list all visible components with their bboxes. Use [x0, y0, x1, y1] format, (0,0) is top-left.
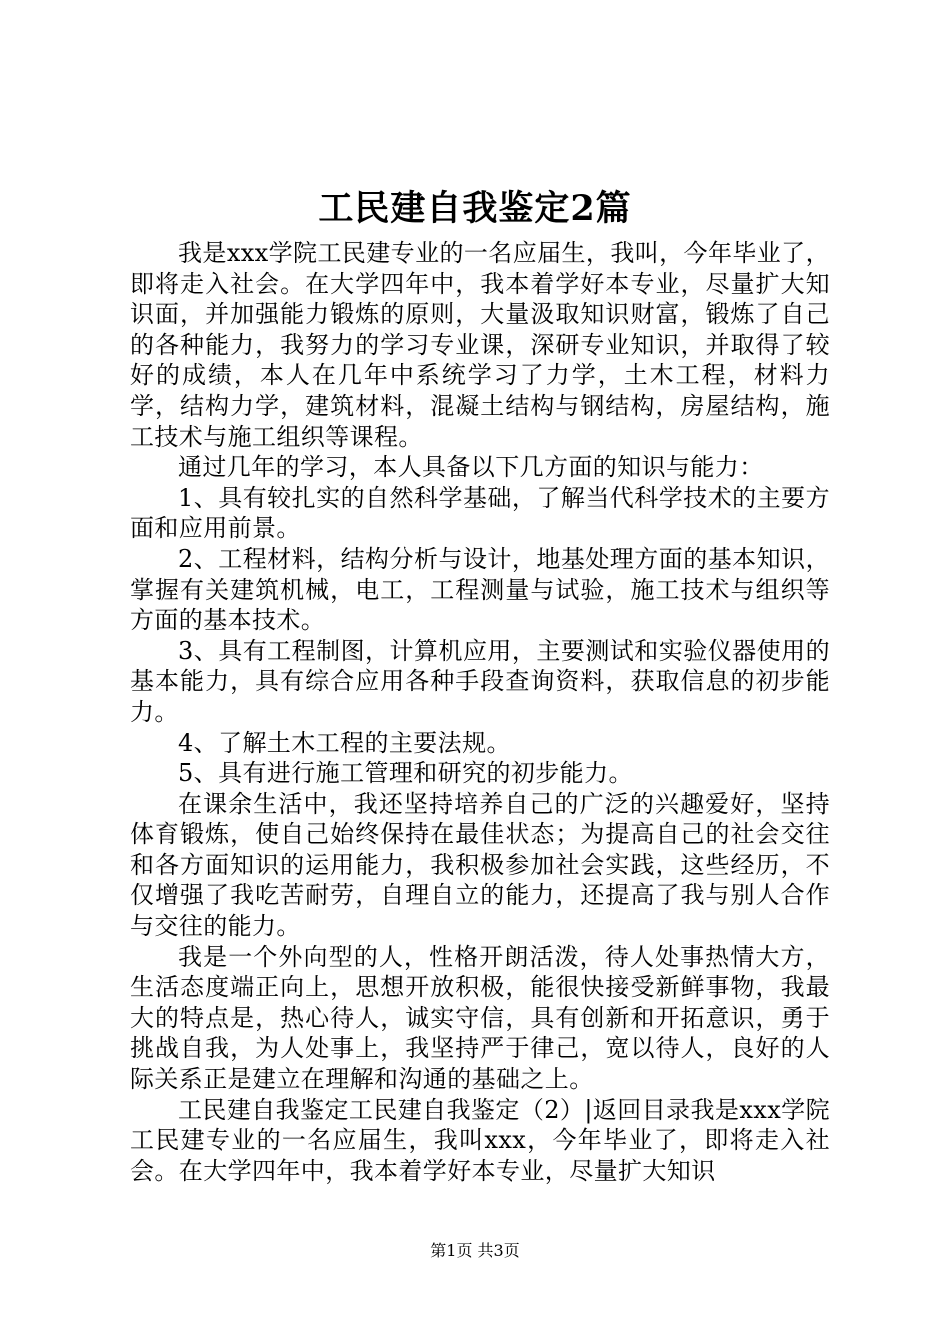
- paragraph-abilities-lead: 通过几年的学习，本人具备以下几方面的知识与能力：: [178, 453, 764, 482]
- paragraph-item-2: 2、工程材料，结构分析与设计，地基处理方面的基本知识，掌握有关建筑机械，电工，工程测量与试验，施工技术与组织等方面的基本技术。: [130, 544, 830, 635]
- document-title: 工民建自我鉴定2篇: [318, 188, 632, 229]
- paragraph-intro: 我是xxx学院工民建专业的一名应届生，我叫，今年毕业了，即将走入社会。在大学四年中，我本着学好本专业，尽量扩大知识面，并加强能力锻炼的原则，大量汲取知识财富，锻炼了自己的各种能力，我努力的学习专业课，深研专业知识，并取得了较好的成绩，本人在几年中系统学习了力学，土木工程，材料力学，结构力学，建筑材料，混凝土结构与钢结构，房屋结构，施工技术与施工组织等课程。: [130, 239, 830, 451]
- paragraph-item-1: 1、具有较扎实的自然科学基础，了解当代科学技术的主要方面和应用前景。: [130, 483, 830, 543]
- page-number-footer: 第1页 共3页: [430, 1241, 520, 1260]
- paragraph-extracurricular: 在课余生活中，我还坚持培养自己的广泛的兴趣爱好，坚持体育锻炼，使自己始终保持在最佳状态；为提高自己的社会交往和各方面知识的运用能力，我积极参加社会实践，这些经历，不仅增强了我吃苦耐劳，自理自立的能力，还提高了我与别人合作与交往的能力。: [130, 789, 830, 941]
- paragraph-personality: 我是一个外向型的人，性格开朗活泼，待人处事热情大方，生活态度端正向上，思想开放积极，能很快接受新鲜事物，我最大的特点是，热心待人，诚实守信，具有创新和开拓意识，勇于挑战自我，为人处事上，我坚持严于律己，宽以待人，良好的人际关系正是建立在理解和沟通的基础之上。: [130, 942, 830, 1094]
- document-body: [130, 238, 830, 1186]
- paragraph-second-article: 工民建自我鉴定工民建自我鉴定（2）|返回目录我是xxx学院工民建专业的一名应届生，我叫xxx，今年毕业了，即将走入社会。在大学四年中，我本着学好本专业，尽量扩大知识: [130, 1095, 830, 1185]
- paragraph-item-4: 4、了解土木工程的主要法规。: [178, 728, 511, 757]
- paragraph-item-3: 3、具有工程制图，计算机应用，主要测试和实验仪器使用的基本能力，具有综合应用各种手段查询资料，获取信息的初步能力。: [130, 636, 830, 726]
- paragraph-item-5: 5、具有进行施工管理和研究的初步能力。: [178, 759, 633, 788]
